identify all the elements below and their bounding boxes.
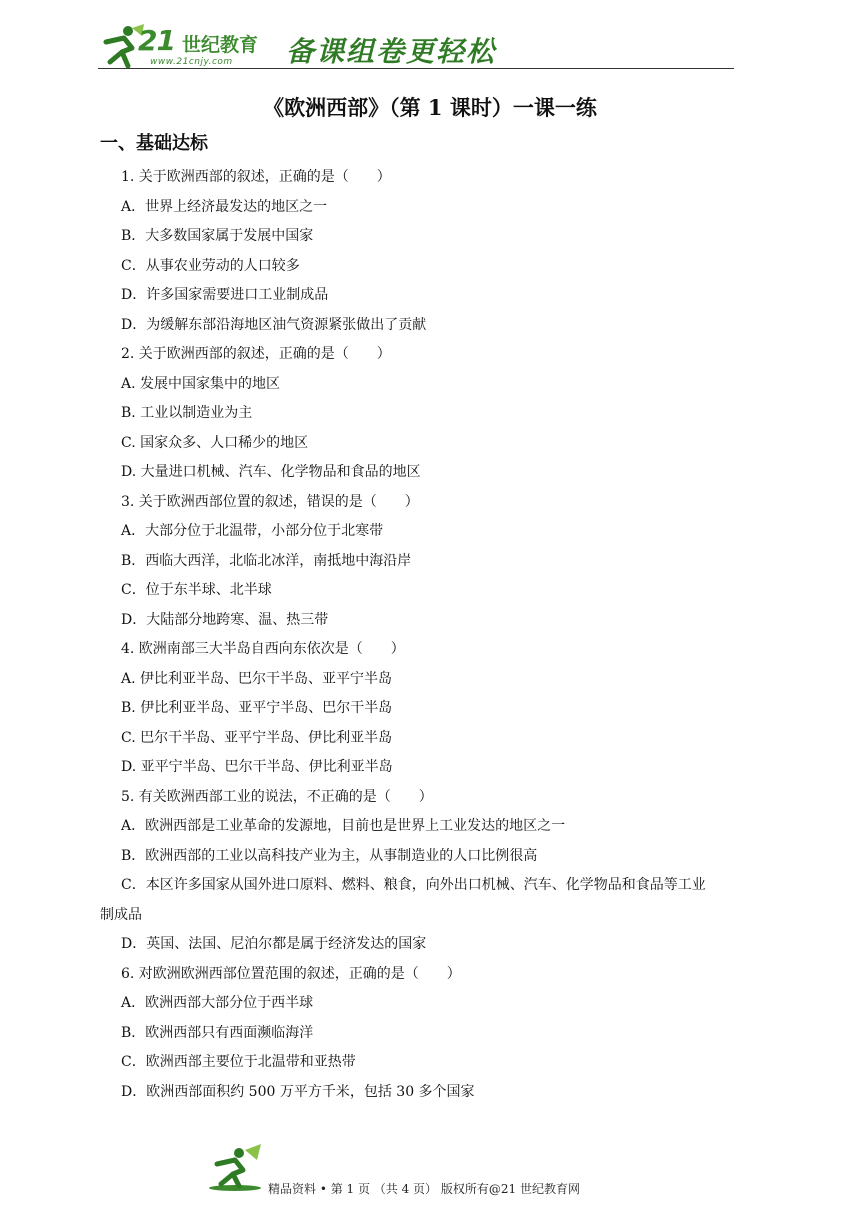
option-line: D．英国、法国、尼泊尔都是属于经济发达的国家 [121,936,427,952]
option-line: D．许多国家需要进口工业制成品 [121,287,329,303]
slogan: 备课组卷更轻松 [286,35,497,68]
question-line: 2. 关于欧洲西部的叙述，正确的是（ ） [121,346,391,362]
option-line: B. 伊比利亚半岛、亚平宁半岛、巴尔干半岛 [121,700,393,716]
option-line: C．从事农业劳动的人口较多 [121,258,300,274]
option-line: C. 巴尔干半岛、亚平宁半岛、伊比利亚半岛 [121,730,393,746]
option-line: B．欧洲西部只有西面濒临海洋 [121,1025,314,1041]
option-line: A．大部分位于北温带，小部分位于北寒带 [121,523,384,539]
runner-logo-icon [205,1144,267,1192]
option-line: D．大陆部分地跨寒、温、热三带 [121,612,329,628]
document-title: 《欧洲西部》（第 1 课时）一课一练 [263,95,597,120]
header-banner [98,22,734,74]
brand-url: www.21cnjy.com [150,57,233,67]
section-heading: 一、基础达标 [100,133,208,154]
option-line: D．欧洲西部面积约 500 万平方千米，包括 30 多个国家 [121,1084,475,1100]
option-line: A．世界上经济最发达的地区之一 [121,199,328,215]
option-line: C. 国家众多、人口稀少的地区 [121,435,309,451]
question-line: 1. 关于欧洲西部的叙述，正确的是（ ） [121,169,391,185]
option-line: C．位于东半球、北半球 [121,582,272,598]
option-line: B．大多数国家属于发展中国家 [121,228,314,244]
option-line: D. 大量进口机械、汽车、化学物品和食品的地区 [121,464,421,480]
option-line: A. 发展中国家集中的地区 [121,376,281,392]
option-line: A．欧洲西部大部分位于西半球 [121,995,314,1011]
option-line: A. 伊比利亚半岛、巴尔干半岛、亚平宁半岛 [121,671,393,687]
question-line: 3. 关于欧洲西部位置的叙述，错误的是（ ） [121,494,419,510]
option-line: B．西临大西洋，北临北冰洋，南抵地中海沿岸 [121,553,412,569]
option-line: C．欧洲西部主要位于北温带和亚热带 [121,1054,356,1070]
option-line: D. 亚平宁半岛、巴尔干半岛、伊比利亚半岛 [121,759,393,775]
brand-number: 21 [138,24,175,57]
option-line-continuation: 制成品 [100,907,142,923]
footer-text: 精品资料 • 第 1 页 （共 4 页） 版权所有@21 世纪教育网 [268,1182,580,1196]
question-line: 6. 对欧洲欧洲西部位置范围的叙述，正确的是（ ） [121,966,461,982]
header-divider [98,68,734,69]
option-line: C．本区许多国家从国外进口原料、燃料、粮食，向外出口机械、汽车、化学物品和食品等工业 [121,877,706,893]
option-line: A．欧洲西部是工业革命的发源地，目前也是世界上工业发达的地区之一 [121,818,566,834]
option-line: B. 工业以制造业为主 [121,405,253,421]
page-footer [0,1140,860,1200]
option-line: D．为缓解东部沿海地区油气资源紧张做出了贡献 [121,317,427,333]
option-line: B．欧洲西部的工业以高科技产业为主，从事制造业的人口比例很高 [121,848,538,864]
brand-name: 世纪教育 [182,34,259,56]
question-line: 4. 欧洲南部三大半岛自西向东依次是（ ） [121,641,405,657]
question-line: 5. 有关欧洲西部工业的说法，不正确的是（ ） [121,789,433,805]
